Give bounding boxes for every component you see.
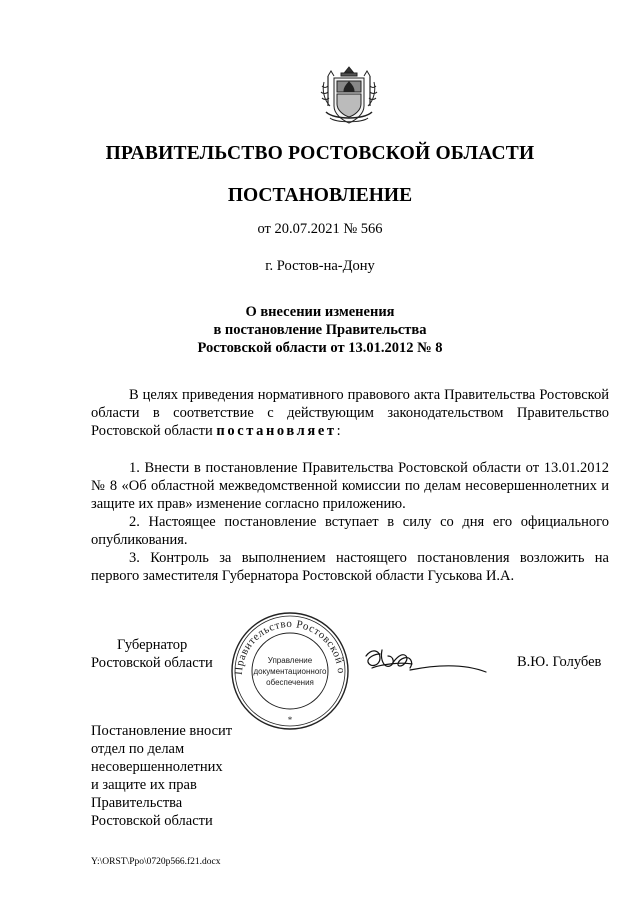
signer-name: В.Ю. Голубев xyxy=(517,654,602,670)
stamp-inner-text: обеспечения xyxy=(266,678,314,687)
stamp-outer-text: Правительство Ростовской о xyxy=(232,617,348,676)
svg-text:Правительство Ростовской облас xyxy=(228,609,347,675)
stamp-inner-text: документационного xyxy=(253,667,327,676)
decree-item-1: 1. Внести в постановление Правительства Ростовской области от 13.01.2012 № 8 «Об областной межведомственной комиссии по делам несовершеннолетних и защите их прав» изменение согласно приложению. xyxy=(91,460,609,512)
submitter-line: Правительства xyxy=(91,795,183,811)
submitter-line: Постановление вносит xyxy=(91,723,233,739)
decree-item-2: 2. Настоящее постановление вступает в силу со дня его официального опубликования. xyxy=(91,514,609,548)
submitter-line: отдел по делам xyxy=(91,741,185,757)
city-line: г. Ростов-на-Дону xyxy=(265,258,375,274)
submitter-line: несовершеннолетних xyxy=(91,759,223,775)
decree-keyword: постановляет xyxy=(216,423,337,439)
document-subject xyxy=(0,303,640,357)
decree-item-3: 3. Контроль за выполнением настоящего постановления возложить на первого заместителя Губернатора Ростовской области Гуськова И.А. xyxy=(91,550,609,584)
submitter-block xyxy=(91,722,251,830)
intro-end: : xyxy=(336,423,341,439)
submitter-line: и защите их прав xyxy=(91,777,197,793)
government-title: ПРАВИТЕЛЬСТВО РОСТОВСКОЙ ОБЛАСТИ xyxy=(105,143,535,164)
document-type: ПОСТАНОВЛЕНИЕ xyxy=(227,185,413,206)
signer-position xyxy=(91,636,231,672)
intro-text: В целях приведения нормативного правового акта Правительства Ростовской области в соответствие с действующим законодательством Правительство Ростовской области xyxy=(91,387,609,439)
position-line: Губернатор xyxy=(117,637,188,653)
handwritten-signature xyxy=(362,640,492,684)
subject-line: Ростовской области от 13.01.2012 № 8 xyxy=(197,340,443,356)
coat-of-arms-icon xyxy=(318,64,380,130)
official-stamp xyxy=(228,609,352,733)
intro-paragraph xyxy=(91,386,609,440)
submitter-line: Ростовской области xyxy=(91,813,213,829)
subject-line: в постановление Правительства xyxy=(213,322,427,338)
position-line: Ростовской области xyxy=(91,655,213,671)
subject-line: О внесении изменения xyxy=(245,304,395,320)
date-number-line: от 20.07.2021 № 566 xyxy=(257,221,383,237)
stamp-inner-text: Управление xyxy=(267,656,313,665)
file-path: Y:\ORST\Ppo\0720p566.f21.docx xyxy=(91,857,221,867)
svg-text:*: * xyxy=(287,715,293,725)
decree-items xyxy=(91,459,609,585)
